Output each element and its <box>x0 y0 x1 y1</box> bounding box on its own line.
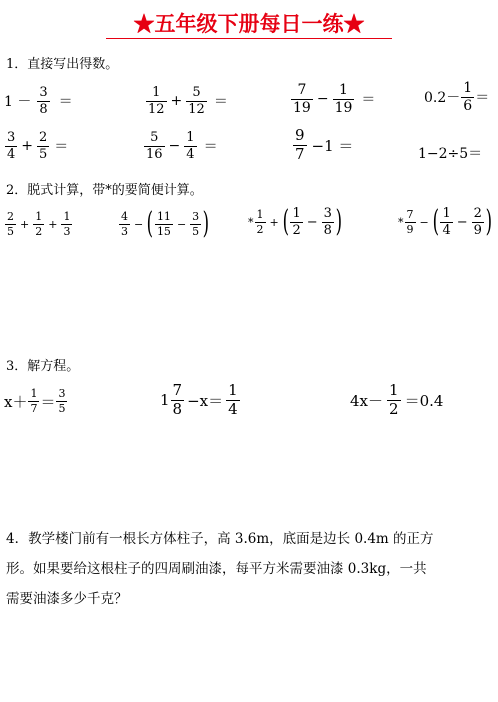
operator: − <box>316 91 329 108</box>
equals: ＝ <box>213 94 228 111</box>
section3-heading: 3．解方程。 <box>6 359 80 374</box>
fraction: $\frac{1}{19}$ <box>334 82 353 116</box>
q1-lead: 1 － <box>4 94 32 111</box>
right-paren: ) <box>485 204 492 240</box>
fraction: $\frac{3}{5}$ <box>192 209 200 238</box>
q1-lead: 0.2－ <box>424 90 461 107</box>
section1-heading: 1．直接写出得数。 <box>6 57 119 72</box>
left-paren: ( <box>282 204 289 240</box>
q2-c <box>248 204 343 240</box>
q3-a <box>4 388 68 414</box>
equals: ＝ <box>475 90 490 107</box>
q3-c <box>350 383 443 418</box>
fraction: $\frac{3}{4}$ <box>7 130 16 162</box>
q1-row2-a <box>4 131 68 161</box>
q1-row1-b <box>145 86 228 116</box>
fraction: $\frac{1}{6}$ <box>463 80 473 114</box>
fraction: $\frac{4}{3}$ <box>121 209 128 238</box>
left-paren: ( <box>146 206 154 241</box>
word-problem <box>6 524 494 614</box>
q2-a <box>4 211 73 237</box>
equation-lead: 4x－ <box>350 391 384 410</box>
fraction: $\frac{2}{5}$ <box>7 210 14 238</box>
fraction: $\frac{5}{12}$ <box>188 85 205 117</box>
fraction: $\frac{7}{19}$ <box>293 82 311 116</box>
q3-b <box>160 383 241 418</box>
q1-row1-a <box>4 86 73 116</box>
equals: ＝ <box>54 139 69 156</box>
equation-middle: −x＝ <box>187 391 224 410</box>
left-paren: ( <box>432 204 439 240</box>
star-mark: * <box>248 215 254 229</box>
fraction: $\frac{3}{8}$ <box>39 85 48 117</box>
operator: − <box>306 214 318 230</box>
fraction: $\frac{11}{15}$ <box>156 209 171 238</box>
operator: + <box>20 217 30 231</box>
fraction: $\frac{3}{8}$ <box>323 206 332 238</box>
operator: − <box>419 215 429 229</box>
operator: + <box>48 217 58 231</box>
fraction: $\frac{3}{5}$ <box>58 387 66 415</box>
fraction: $\frac{7}{9}$ <box>406 208 414 236</box>
equation-tail: ＝0.4 <box>404 391 444 410</box>
right-paren: ) <box>335 204 342 240</box>
fraction: $\frac{1}{3}$ <box>63 210 71 238</box>
equals: ＝ <box>58 94 73 111</box>
operator: − <box>134 217 144 231</box>
fraction: $\frac{1}{2}$ <box>389 381 399 418</box>
worksheet-title: ★五年级下册每日一练★ <box>133 11 365 36</box>
fraction: $\frac{7}{8}$ <box>172 381 183 418</box>
fraction: $\frac{1}{7}$ <box>30 387 38 415</box>
fraction: $\frac{1}{2}$ <box>292 206 301 238</box>
equals: −1 ＝ <box>311 136 354 155</box>
title-underline <box>106 38 392 39</box>
fraction: $\frac{2}{5}$ <box>39 130 48 162</box>
q1-row2-c <box>292 128 353 163</box>
operator: − <box>168 138 181 155</box>
operator: + <box>170 93 183 110</box>
fraction: $\frac{2}{9}$ <box>473 206 482 238</box>
fraction: $\frac{9}{7}$ <box>295 126 305 163</box>
fraction: $\frac{1}{4}$ <box>228 381 238 418</box>
q1-row2-b <box>143 131 218 161</box>
right-paren: ) <box>202 206 210 241</box>
fraction: $\frac{1}{2}$ <box>35 210 43 238</box>
operator: + <box>21 138 34 155</box>
operator: − <box>456 214 468 230</box>
section2-heading: 2．脱式计算，带*的要简便计算。 <box>6 183 203 198</box>
fraction: $\frac{1}{12}$ <box>148 85 165 117</box>
q1-row1-c <box>290 83 375 115</box>
fraction: $\frac{1}{4}$ <box>442 206 451 238</box>
q1-row2-d: 1−2÷5＝ <box>418 146 483 162</box>
q2-d <box>398 204 493 240</box>
q1-row1-d <box>424 81 489 113</box>
word-problem-line1: 4．教学楼门前有一根长方体柱子，高 3.6m，底面是边长 0.4m 的正方 <box>6 531 434 547</box>
mixed-whole: 1 <box>160 391 170 410</box>
star-mark: * <box>398 215 404 229</box>
word-problem-line2: 形。如果要给这根柱子的四周刷油漆，每平方米需要油漆 0.3kg，一共 <box>6 561 427 577</box>
equals: ＝ <box>203 139 218 156</box>
fraction: $\frac{1}{2}$ <box>256 208 264 236</box>
equation-lead: x＋ <box>4 392 28 411</box>
operator: + <box>269 215 279 229</box>
operator: − <box>176 217 187 231</box>
equals: ＝ <box>361 92 376 109</box>
fraction: $\frac{5}{16}$ <box>146 130 163 162</box>
word-problem-line3: 需要油漆多少千克？ <box>6 591 128 607</box>
q2-b <box>118 206 210 241</box>
fraction: $\frac{1}{4}$ <box>186 130 195 162</box>
equals: ＝ <box>40 392 56 411</box>
